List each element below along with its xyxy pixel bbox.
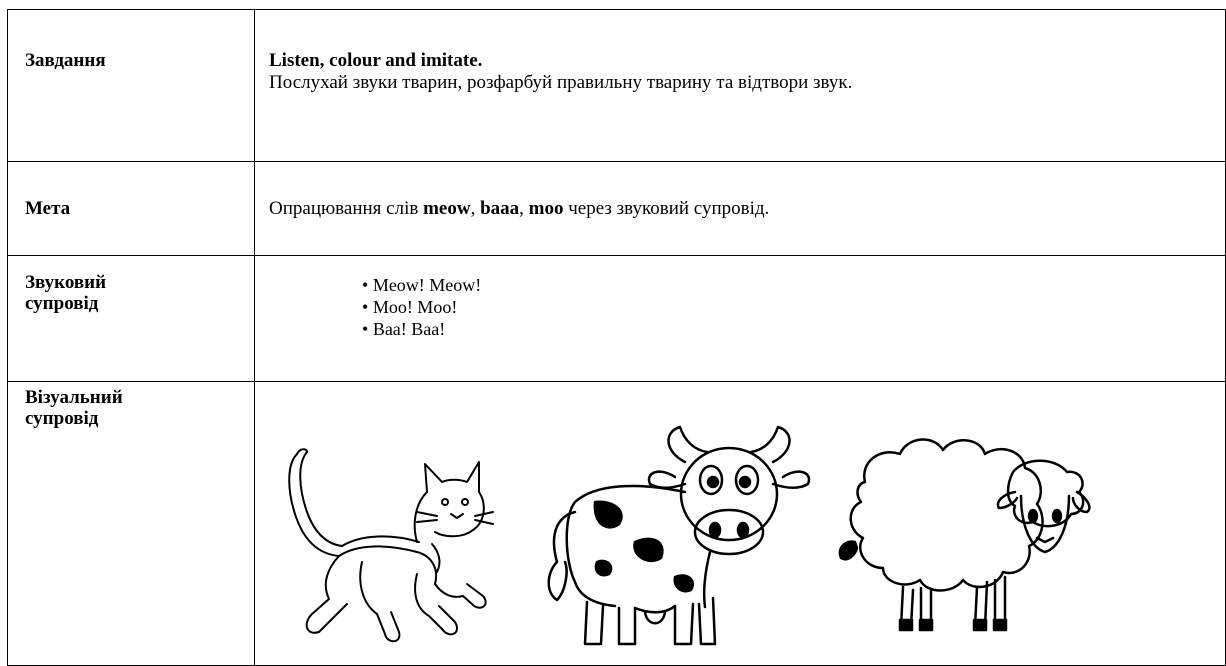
- goal-separator: ,: [470, 198, 481, 219]
- visual-content-cell: [255, 382, 1226, 666]
- goal-content-cell: [255, 162, 1226, 256]
- sound-content-cell: [255, 256, 1226, 382]
- sound-item-moo: • Moo! Moo!: [362, 296, 1225, 318]
- goal-text-before: Опрацювання слів: [269, 198, 424, 219]
- goal-separator: ,: [519, 198, 529, 219]
- task-label-cell: [8, 10, 255, 162]
- task-row: [8, 10, 1226, 162]
- goal-word-baaa: baaa: [480, 198, 520, 219]
- task-description: Послухай звуки тварин, розфарбуй правильну тварину та відтвори звук.: [269, 72, 853, 93]
- sound-list: [255, 274, 1225, 340]
- lesson-table: [7, 9, 1226, 666]
- sound-label-cell: [8, 256, 255, 382]
- goal-text: [255, 198, 1225, 220]
- sheep-icon: [825, 422, 1095, 652]
- task-title: Listen, colour and imitate.: [269, 50, 483, 71]
- cat-icon: [267, 434, 497, 654]
- task-content-cell: [255, 10, 1226, 162]
- visual-row: [8, 382, 1226, 666]
- cow-icon: [535, 422, 815, 662]
- goal-label: Мета: [25, 198, 71, 219]
- sound-row: [8, 256, 1226, 382]
- animal-pictures: [255, 382, 1225, 665]
- visual-label: Візуальний супровід: [25, 387, 123, 429]
- sound-item-baa: • Baa! Baa!: [362, 318, 1225, 340]
- goal-row: [8, 162, 1226, 256]
- goal-word-moo: moo: [528, 198, 564, 219]
- sound-item-meow: • Meow! Meow!: [362, 274, 1225, 296]
- task-label: Завдання: [25, 50, 106, 71]
- lesson-sheet: [7, 9, 1226, 664]
- sound-label: Звуковий супровід: [25, 272, 107, 314]
- goal-text-after: через звуковий супровід.: [563, 198, 770, 219]
- visual-label-cell: [8, 382, 255, 666]
- goal-word-meow: meow: [423, 198, 471, 219]
- goal-label-cell: [8, 162, 255, 256]
